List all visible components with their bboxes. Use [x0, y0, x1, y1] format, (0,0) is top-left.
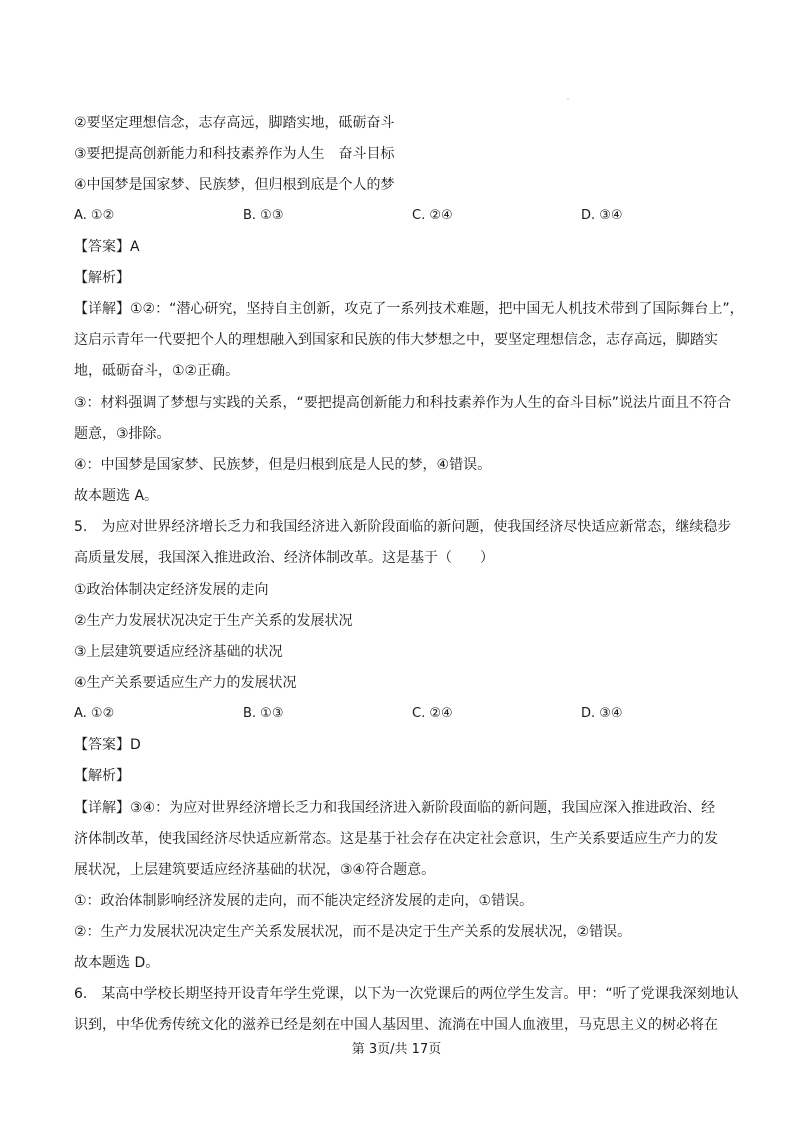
q5-detail-line: ①：政治体制影响经济发展的走向，而不能决定经济发展的走向，①错误。	[74, 893, 534, 909]
q4-detail-line: 这启示青年一代要把个人的理想融入到国家和民族的伟大梦想之中，要坚定理想信念，志存高远，脚踏实	[74, 332, 718, 348]
q5-item-2: ②生产力发展状况决定于生产关系的发展状况	[74, 613, 353, 629]
q4-detail-line: 题意，③排除。	[74, 426, 171, 442]
q5-item-4: ④生产关系要适应生产力的发展状况	[74, 675, 297, 691]
q4-analysis-label: 【解析】	[74, 270, 130, 286]
q4-option-c: C. ②④	[412, 208, 453, 223]
q5-option-b: B. ①③	[243, 706, 284, 721]
page-number: 第 3页/共 17页	[351, 1042, 442, 1057]
q5-stem-line: 5. 为应对世界经济增长乏力和我国经济进入新阶段面临的新问题，使我国经济尽快适应新常态，继续稳步	[74, 519, 732, 535]
q4-option-b: B. ①③	[243, 208, 284, 223]
q4-conclusion: 故本题选 A。	[74, 488, 159, 504]
q5-detail-line: 【详解】③④：为应对世界经济增长乏力和我国经济进入新阶段面临的新问题，我国应深入推进政治、经	[74, 800, 716, 816]
scan-speck	[567, 98, 569, 100]
q5-detail-line: 济体制改革，使我国经济尽快适应新常态。这是基于社会存在决定社会意识，生产关系要适应生产力的发	[74, 831, 718, 847]
q5-answer: 【答案】D	[74, 737, 141, 753]
q5-item-1: ①政治体制决定经济发展的走向	[74, 582, 269, 598]
q4-detail-line: ④：中国梦是国家梦、民族梦，但是归根到底是人民的梦，④错误。	[74, 457, 492, 473]
q5-stem-line: 高质量发展，我国深入推进政治、经济体制改革。这是基于（ ）	[74, 550, 494, 566]
q4-item-3: ③要把提高创新能力和科技素养作为人生 奋斗目标	[74, 146, 395, 162]
q5-conclusion: 故本题选 D。	[74, 955, 160, 971]
q4-item-2: ②要坚定理想信念，志存高远，脚踏实地，砥砺奋斗	[74, 115, 395, 131]
q5-detail-line: ②：生产力发展状况决定生产关系发展状况，而不是决定于生产关系的发展状况，②错误。	[74, 924, 632, 940]
q4-detail-line: 【详解】①②：“潜心研究，坚持自主创新，攻克了一系列技术难题，把中国无人机技术带到了国际舞台上”，	[74, 301, 744, 317]
q4-option-a: A. ①②	[74, 208, 115, 223]
q4-item-4: ④中国梦是国家梦、民族梦，但归根到底是个人的梦	[74, 177, 395, 193]
q4-answer: 【答案】A	[74, 239, 140, 255]
q5-option-d: D. ③④	[581, 706, 623, 721]
q5-option-a: A. ①②	[74, 706, 115, 721]
q6-stem-line: 6. 某高中学校长期坚持开设青年学生党课，以下为一次党课后的两位学生发言。甲：“听了党课我深刻地认	[74, 986, 739, 1002]
q4-detail-line: 地，砥砺奋斗，①②正确。	[74, 363, 240, 379]
q5-detail-line: 展状况，上层建筑要适应经济基础的状况，③④符合题意。	[74, 862, 436, 878]
q5-analysis-label: 【解析】	[74, 768, 130, 784]
q6-stem-line: 识到，中华优秀传统文化的滋养已经是刻在中国人基因里、流淌在中国人血液里，马克思主义的树必将在	[74, 1017, 718, 1033]
q4-option-d: D. ③④	[581, 208, 623, 223]
q5-item-3: ③上层建筑要适应经济基础的状况	[74, 644, 283, 660]
q4-detail-line: ③：材料强调了梦想与实践的关系，“要把提高创新能力和科技素养作为人生的奋斗目标”说法片面且不符合	[74, 395, 732, 411]
q5-option-c: C. ②④	[412, 706, 453, 721]
